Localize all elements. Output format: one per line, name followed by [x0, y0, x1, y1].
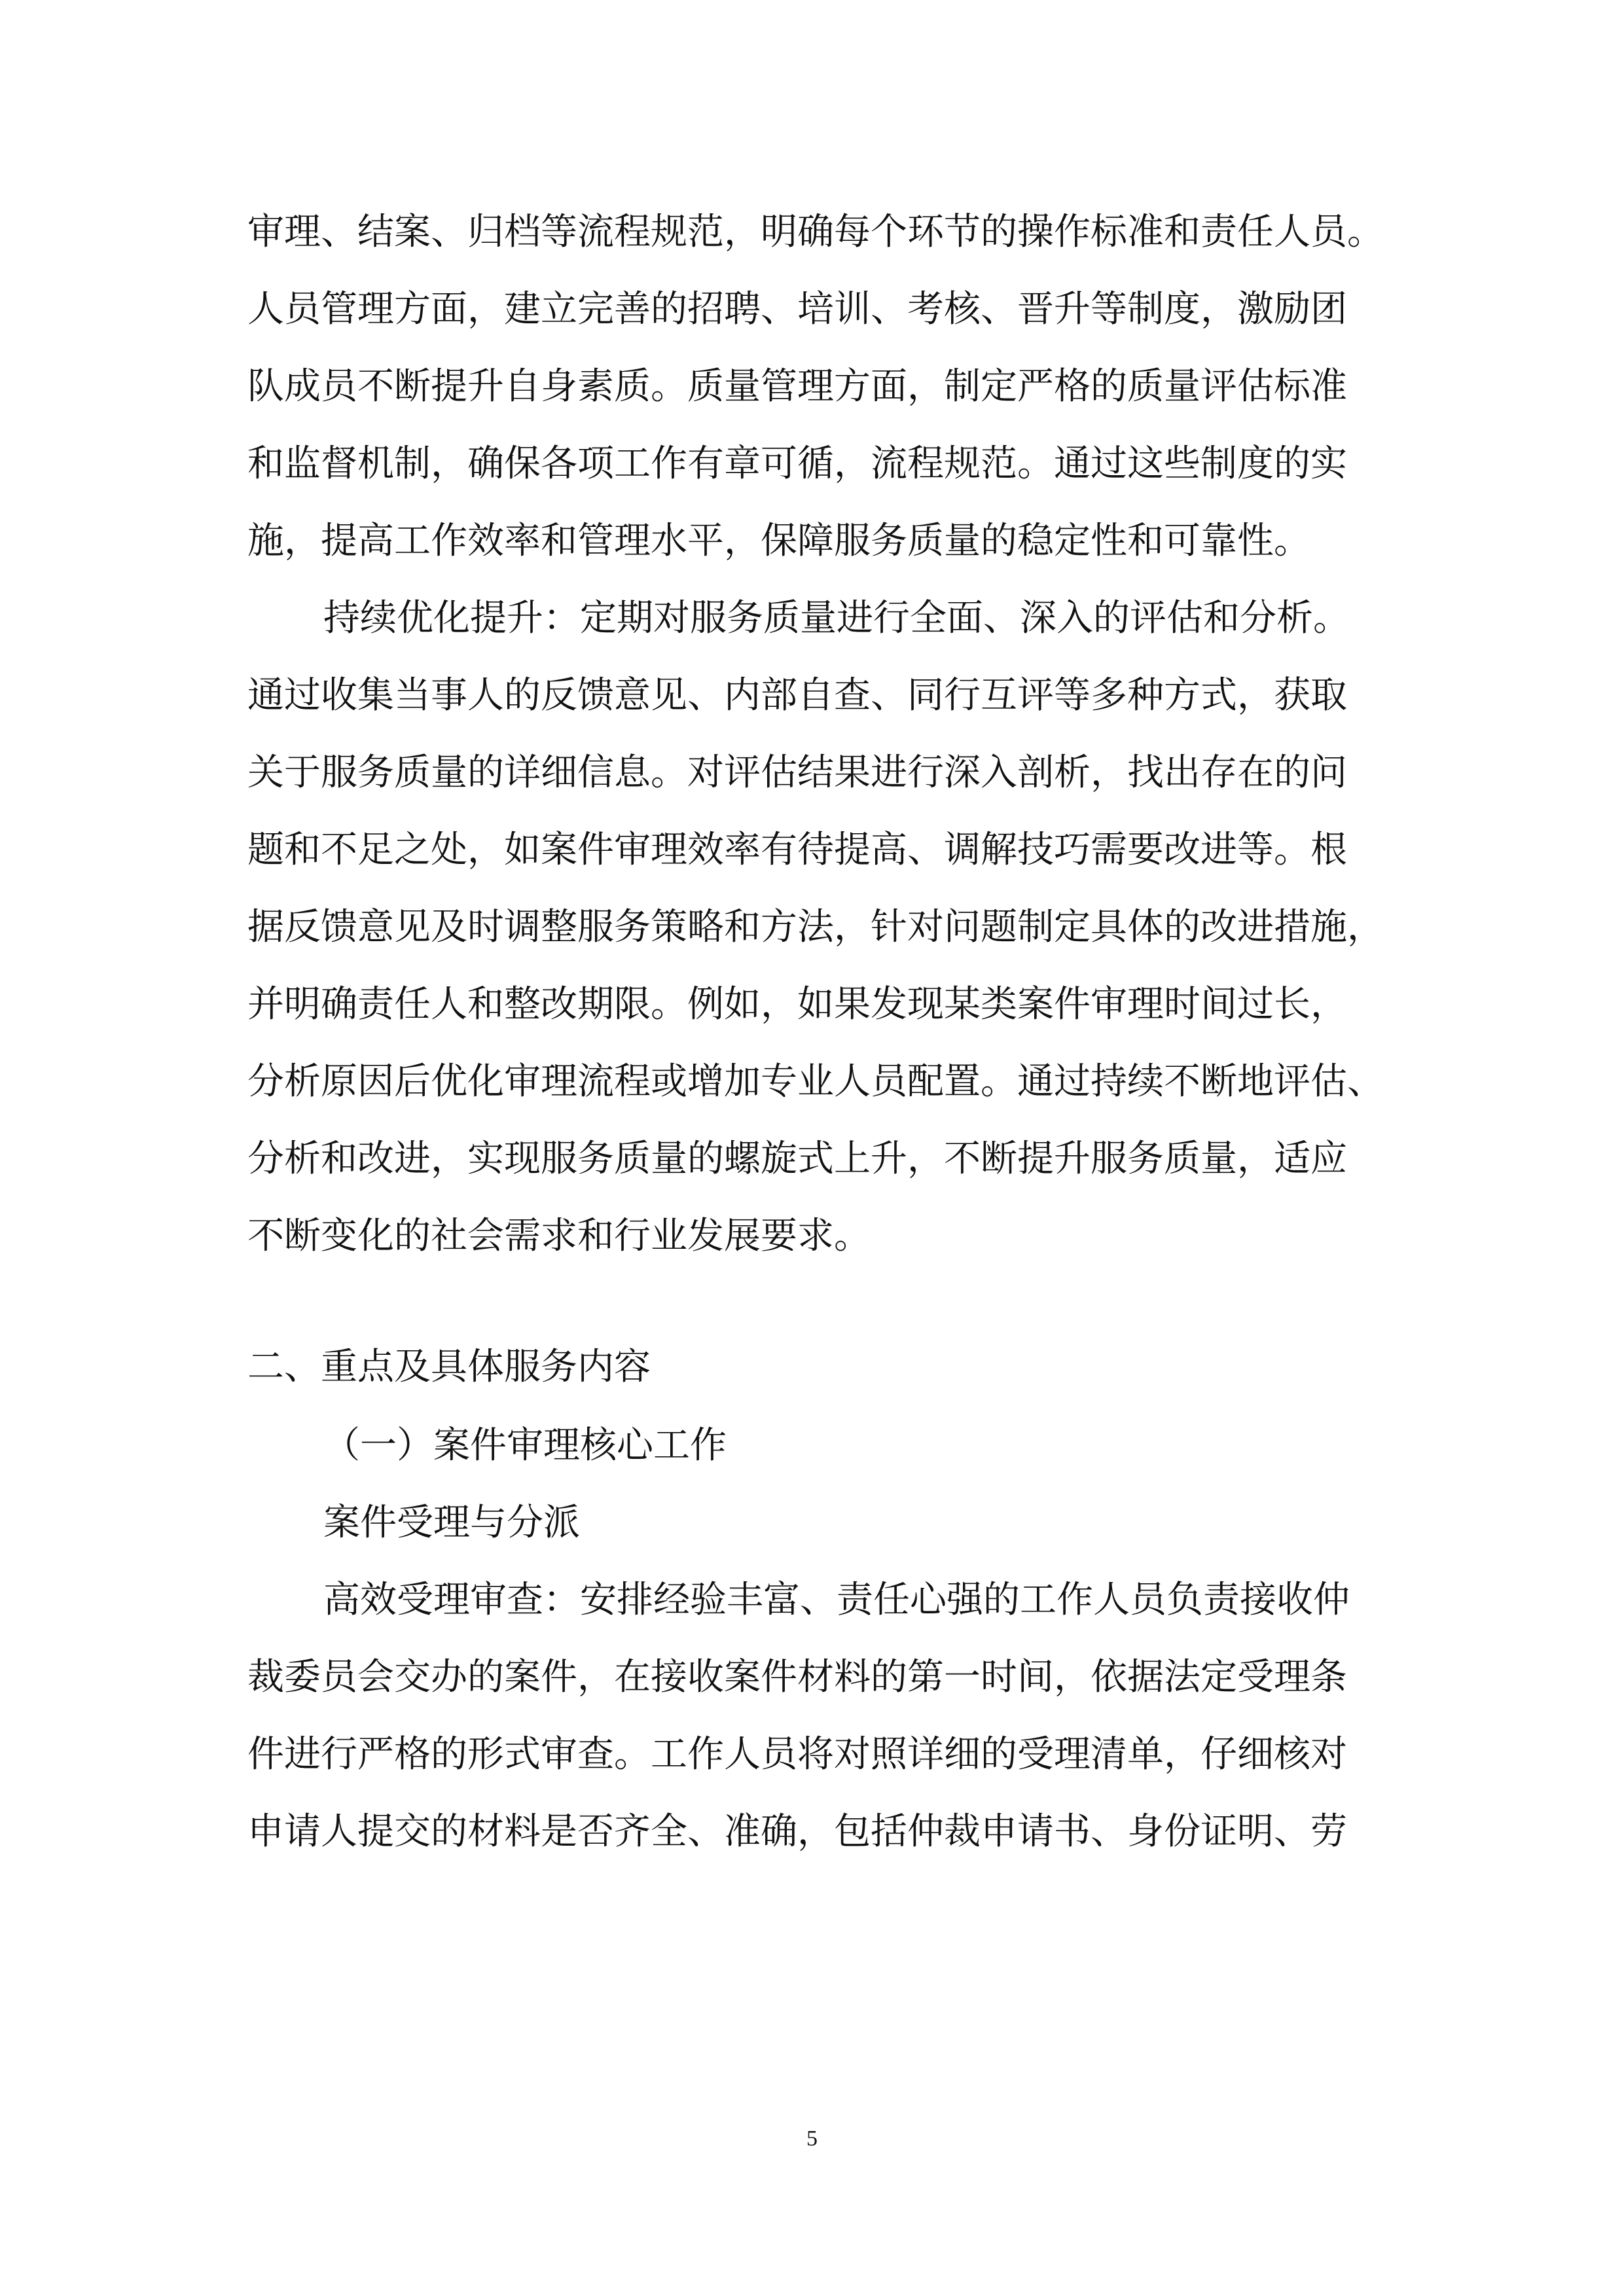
text-line: 不断变化的社会需求和行业发展要求。 — [247, 1215, 871, 1257]
text-line: 分析和改进，实现服务质量的螺旋式上升，不断提升服务质量，适应 — [247, 1138, 1347, 1180]
paragraph-start-line: 高效受理审查：安排经验丰富、责任心强的工作人员负责接收仲 — [323, 1579, 1350, 1621]
text-line: 件进行严格的形式审查。工作人员将对照详细的受理清单，仔细核对 — [247, 1733, 1347, 1776]
text-line: 施，提高工作效率和管理水平，保障服务质量的稳定性和可靠性。 — [247, 520, 1310, 562]
text-line: 审理、结案、归档等流程规范，明确每个环节的操作标准和责任人员。 — [247, 211, 1384, 253]
section-heading: 二、重点及具体服务内容 — [247, 1346, 651, 1388]
text-line: 申请人提交的材料是否齐全、准确，包括仲裁申请书、身份证明、劳 — [247, 1810, 1347, 1853]
text-line: 分析原因后优化审理流程或增加专业人员配置。通过持续不断地评估、 — [247, 1060, 1384, 1103]
text-line: 题和不足之处，如案件审理效率有待提高、调解技巧需要改进等。根 — [247, 829, 1347, 871]
text-line: 关于服务质量的详细信息。对评估结果进行深入剖析，找出存在的问 — [247, 751, 1347, 794]
subsection-heading: （一）案件审理核心工作 — [323, 1424, 727, 1467]
text-line: 和监督机制，确保各项工作有章可循，流程规范。通过这些制度的实 — [247, 442, 1347, 485]
text-line: 通过收集当事人的反馈意见、内部自查、同行互评等多种方式，获取 — [247, 674, 1347, 717]
paragraph-start-line: 持续优化提升：定期对服务质量进行全面、深入的评估和分析。 — [323, 597, 1350, 639]
text-line: 队成员不断提升自身素质。质量管理方面，制定严格的质量评估标准 — [247, 365, 1347, 408]
text-line: 据反馈意见及时调整服务策略和方法，针对问题制定具体的改进措施， — [247, 906, 1384, 948]
topic-heading: 案件受理与分派 — [323, 1501, 580, 1544]
text-line: 人员管理方面，建立完善的招聘、培训、考核、晋升等制度，激励团 — [247, 288, 1347, 331]
page-number: 5 — [806, 2126, 818, 2151]
text-line: 裁委员会交办的案件，在接收案件材料的第一时间，依据法定受理条 — [247, 1656, 1347, 1698]
text-line: 并明确责任人和整改期限。例如，如果发现某类案件审理时间过长， — [247, 983, 1347, 1026]
